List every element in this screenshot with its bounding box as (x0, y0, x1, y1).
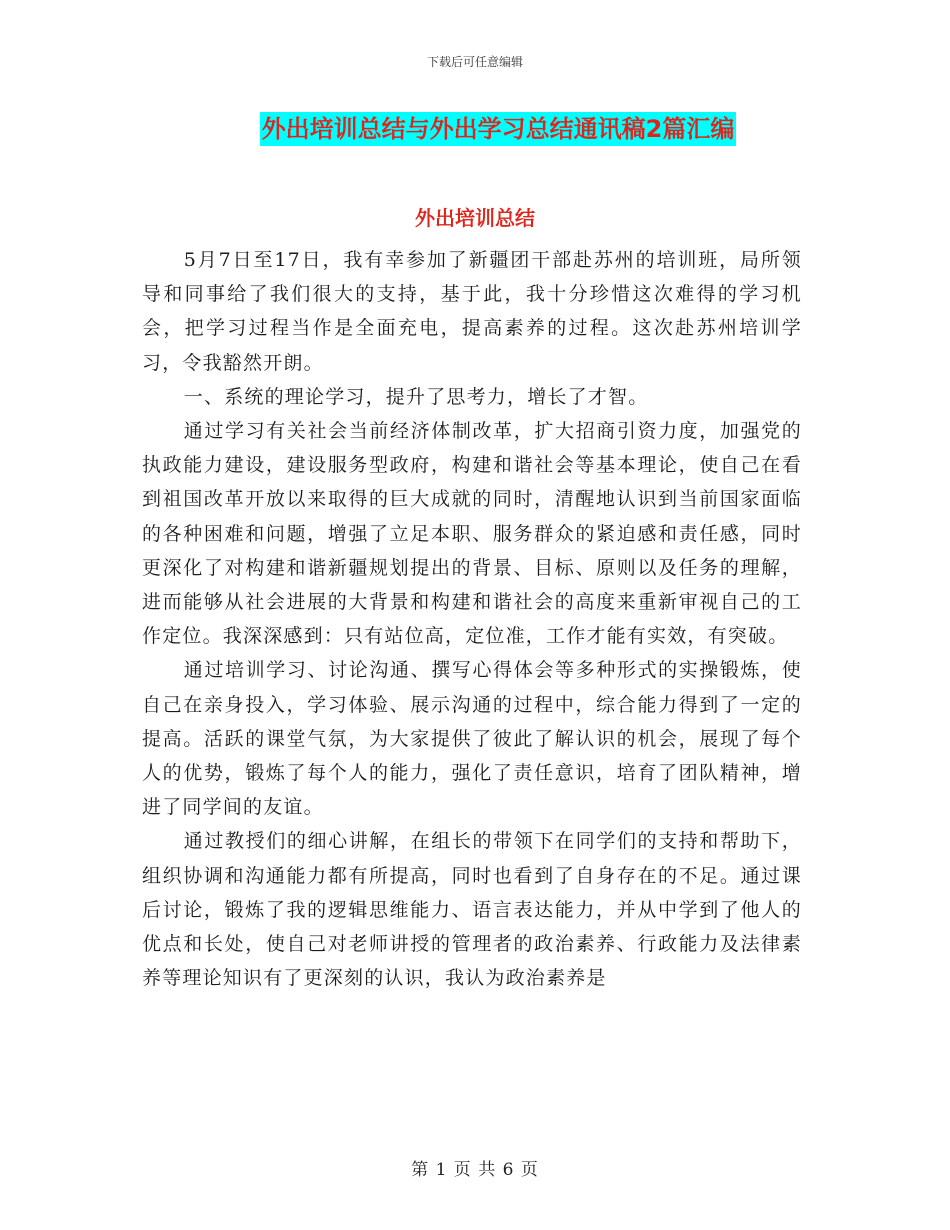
document-title-container (0, 112, 950, 146)
header-note: 下载后可任意编辑 (426, 55, 523, 69)
section-title: 外出培训总结 (415, 206, 535, 230)
document-body (142, 243, 802, 995)
body-paragraph: 5月7日至17日，我有幸参加了新疆团干部赴苏州的培训班，局所领导和同事给了我们很大的支持，基于此，我十分珍惜这次难得的学习机会，把学习过程当作是全面充电，提高素养的过程。这次赴苏州培训学习，令我豁然开朗。 (142, 249, 802, 374)
body-paragraph: 一、系统的理论学习，提升了思考力，增长了才智。 (183, 385, 649, 408)
body-paragraph: 通过教授们的细心讲解，在组长的带领下在同学们的支持和帮助下，组织协调和沟通能力都有所提高，同时也看到了自身存在的不足。通过课后讨论，锻炼了我的逻辑思维能力、语言表达能力，并从中学到了他人的优点和长处，使自己对老师讲授的管理者的政治素养、行政能力及法律素养等理论知识有了更深刻的认识，我认为政治素养是 (142, 830, 802, 990)
body-paragraph: 通过培训学习、讨论沟通、撰写心得体会等多种形式的实操锻炼，使自己在亲身投入，学习体验、展示沟通的过程中，综合能力得到了一定的提高。活跃的课堂气氛，为大家提供了彼此了解认识的机会，展现了每个人的优势，锻炼了每个人的能力，强化了责任意识，培育了团队精神，增进了同学间的友谊。 (142, 659, 802, 819)
document-title: 外出培训总结与外出学习总结通讯稿2篇汇编 (260, 112, 737, 146)
body-paragraph: 通过学习有关社会当前经济体制改革，扩大招商引资力度，加强党的执政能力建设，建设服务型政府，构建和谐社会等基本理论，使自己在看到祖国改革开放以来取得的巨大成就的同时，清醒地认识到当前国家面临的各种困难和问题，增强了立足本职、服务群众的紧迫感和责任感，同时更深化了对构建和谐新疆规划提出的背景、目标、原则以及任务的理解，进而能够从社会进展的大背景和构建和谐社会的高度来重新审视自己的工作定位。我深深感到：只有站位高，定位准，工作才能有实效，有突破。 (142, 420, 802, 648)
page-number-footer: 第 1 页 共 6 页 (411, 1160, 539, 1180)
